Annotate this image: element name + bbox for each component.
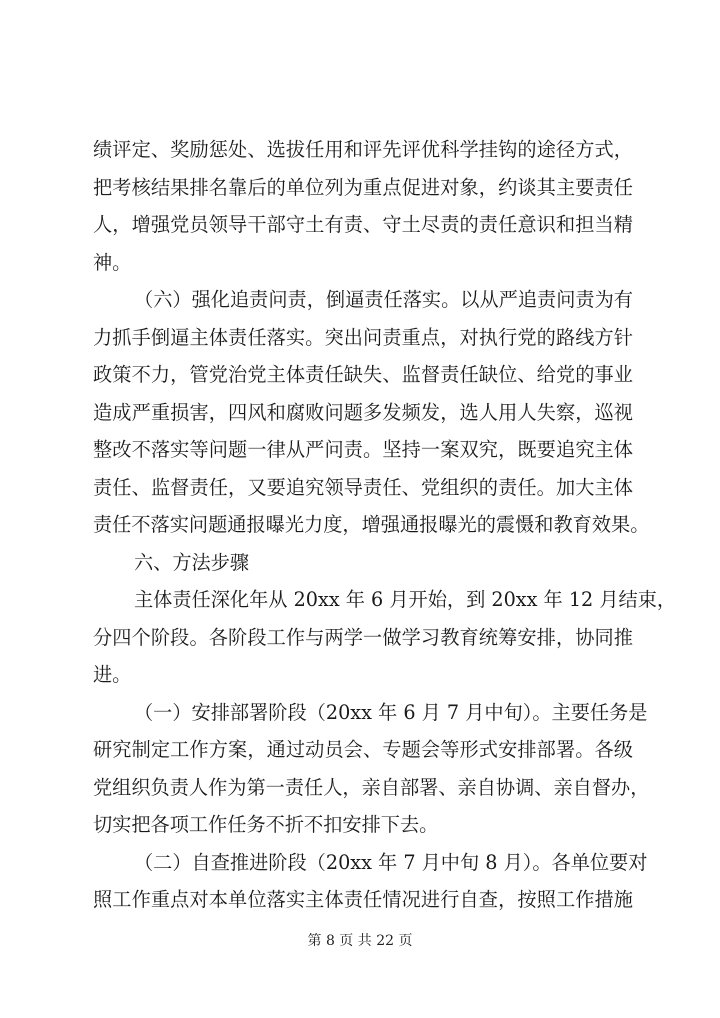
text-line: 切实把各项工作任务不折不扣安排下去。 — [93, 813, 439, 836]
text-line: （二）自查推进阶段（20xx 年 7 月中旬 8 月）。各单位要对 — [134, 851, 648, 874]
text-line: 进。 — [93, 663, 132, 686]
text-line: 分四个阶段。各阶段工作与两学一做学习教育统筹安排，协同推 — [93, 626, 633, 649]
page-number-footer: 第 8 页 共 22 页 — [307, 933, 413, 949]
text-line: 责任、监督责任，又要追究领导责任、党组织的责任。加大主体 — [93, 476, 633, 499]
text-line: 照工作重点对本单位落实主体责任情况进行自查，按照工作措施 — [93, 888, 633, 911]
text-line: （六）强化追责问责，倒逼责任落实。以从严追责问责为有 — [134, 288, 633, 311]
text-line: 力抓手倒逼主体责任落实。突出问责重点，对执行党的路线方针 — [93, 326, 633, 349]
text-line: 党组织负责人作为第一责任人，亲自部署、亲自协调、亲自督办， — [93, 776, 650, 799]
text-line: 主体责任深化年从 20xx 年 6 月开始，到 20xx 年 12 月结束， — [134, 588, 677, 611]
text-line: 造成严重损害，四风和腐败问题多发频发，选人用人失察，巡视 — [93, 401, 633, 424]
text-line: 人，增强党员领导干部守土有责、守土尽责的责任意识和担当精 — [93, 213, 633, 236]
text-line: 把考核结果排名靠后的单位列为重点促进对象，约谈其主要责任 — [93, 176, 633, 199]
text-line: 整改不落实等问题一律从严问责。坚持一案双究，既要追究主体 — [93, 438, 633, 461]
section-heading: 六、方法步骤 — [134, 551, 250, 574]
text-line: （一）安排部署阶段（20xx 年 6 月 7 月中旬）。主要任务是 — [134, 701, 648, 724]
text-line: 政策不力，管党治党主体责任缺失、监督责任缺位、给党的事业 — [93, 363, 633, 386]
text-line: 研究制定工作方案，通过动员会、专题会等形式安排部署。各级 — [93, 738, 633, 761]
text-line: 责任不落实问题通报曝光力度，增强通报曝光的震慑和教育效果。 — [93, 513, 650, 536]
text-line: 神。 — [93, 251, 132, 274]
text-line: 绩评定、奖励惩处、选拔任用和评先评优科学挂钩的途径方式， — [93, 138, 633, 161]
